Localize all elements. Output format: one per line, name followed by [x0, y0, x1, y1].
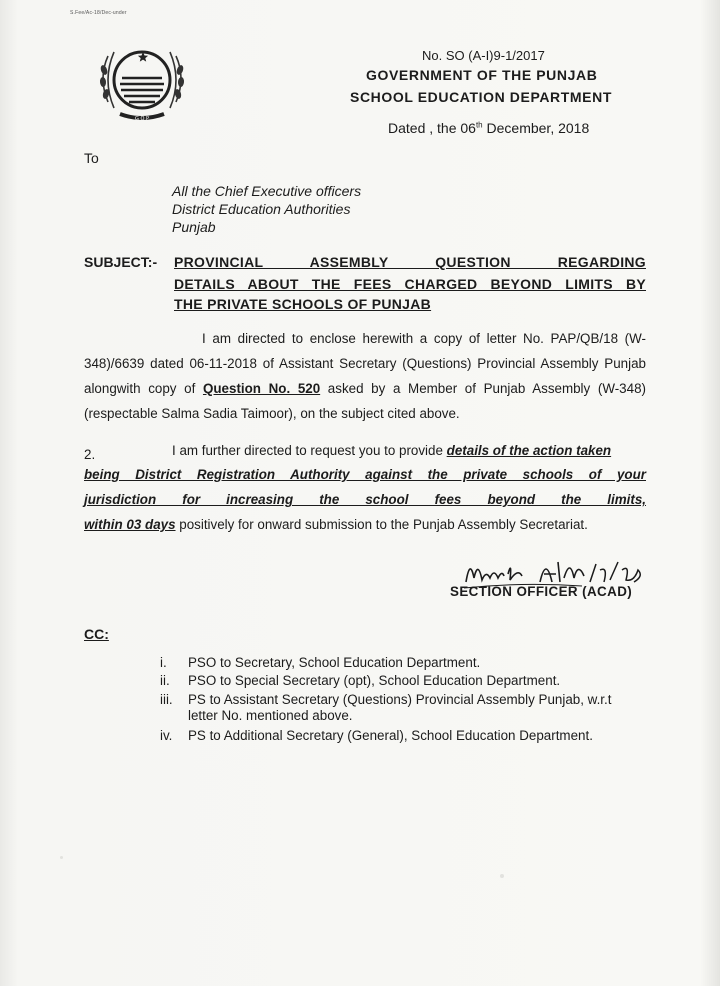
file-reference-scribble: S.Fee/Ac-18/Dec-under [70, 10, 127, 16]
to-label: To [84, 150, 99, 166]
letter-date: Dated , the 06th December, 2018 [388, 120, 590, 136]
paper-speck [500, 874, 504, 878]
cc-list-item: letter No. mentioned above. [188, 708, 353, 723]
cc-list-item: iii. PS to Assistant Secretary (Questions) Provincial Assembly Punjab, w.r.t [160, 692, 612, 707]
recipient-line: District Education Authorities [172, 201, 351, 217]
paragraph-one: I am directed to enclose herewith a copy of letter No. PAP/QB/18 (W-348)/6639 dated 06-11-2018 of Assistant Secretary (Questions) Provincial Assembly Punjab alongwith copy of Question No. 520 asked by a Member of Punjab Assembly (W-348) (respectable Salma Sadia Taimoor), on the subject cited above. [84, 331, 646, 421]
paragraph-two-line: being District Registration Authority against the private schools of your [84, 467, 646, 482]
recipient-line: Punjab [172, 219, 216, 235]
svg-text:G O P: G O P [134, 116, 150, 122]
subject-label: SUBJECT:- [84, 254, 158, 270]
cc-list-item: ii. PSO to Special Secretary (opt), School Education Department. [160, 673, 561, 688]
signatory-title: SECTION OFFICER (ACAD) [450, 584, 633, 599]
subject-line: PROVINCIAL ASSEMBLY QUESTION REGARDING [174, 254, 646, 270]
recipient-line: All the Chief Executive officers [172, 183, 362, 199]
government-title: GOVERNMENT OF THE PUNJAB [366, 67, 598, 83]
cc-label: CC: [84, 626, 109, 642]
cc-list-item: i. PSO to Secretary, School Education Department. [160, 655, 481, 670]
paragraph-two-line: I am further directed to request you to provide details of the action taken [172, 443, 612, 458]
punjab-emblem-icon [94, 30, 190, 126]
paragraph-two-line: within 03 days positively for onward submission to the Punjab Assembly Secretariat. [84, 517, 588, 532]
subject-line: DETAILS ABOUT THE FEES CHARGED BEYOND LIMITS BY [174, 276, 646, 292]
department-title: SCHOOL EDUCATION DEPARTMENT [350, 89, 612, 105]
paragraph-two-line: jurisdiction for increasing the school fees beyond the limits, [84, 492, 646, 507]
cc-list-item: iv. PS to Additional Secretary (General), School Education Department. [160, 728, 593, 743]
paragraph-two-number: 2. [84, 447, 96, 462]
subject-line: THE PRIVATE SCHOOLS OF PUNJAB [174, 296, 432, 312]
paper-speck [60, 856, 63, 859]
reference-number: No. SO (A-I)9-1/2017 [422, 48, 545, 63]
